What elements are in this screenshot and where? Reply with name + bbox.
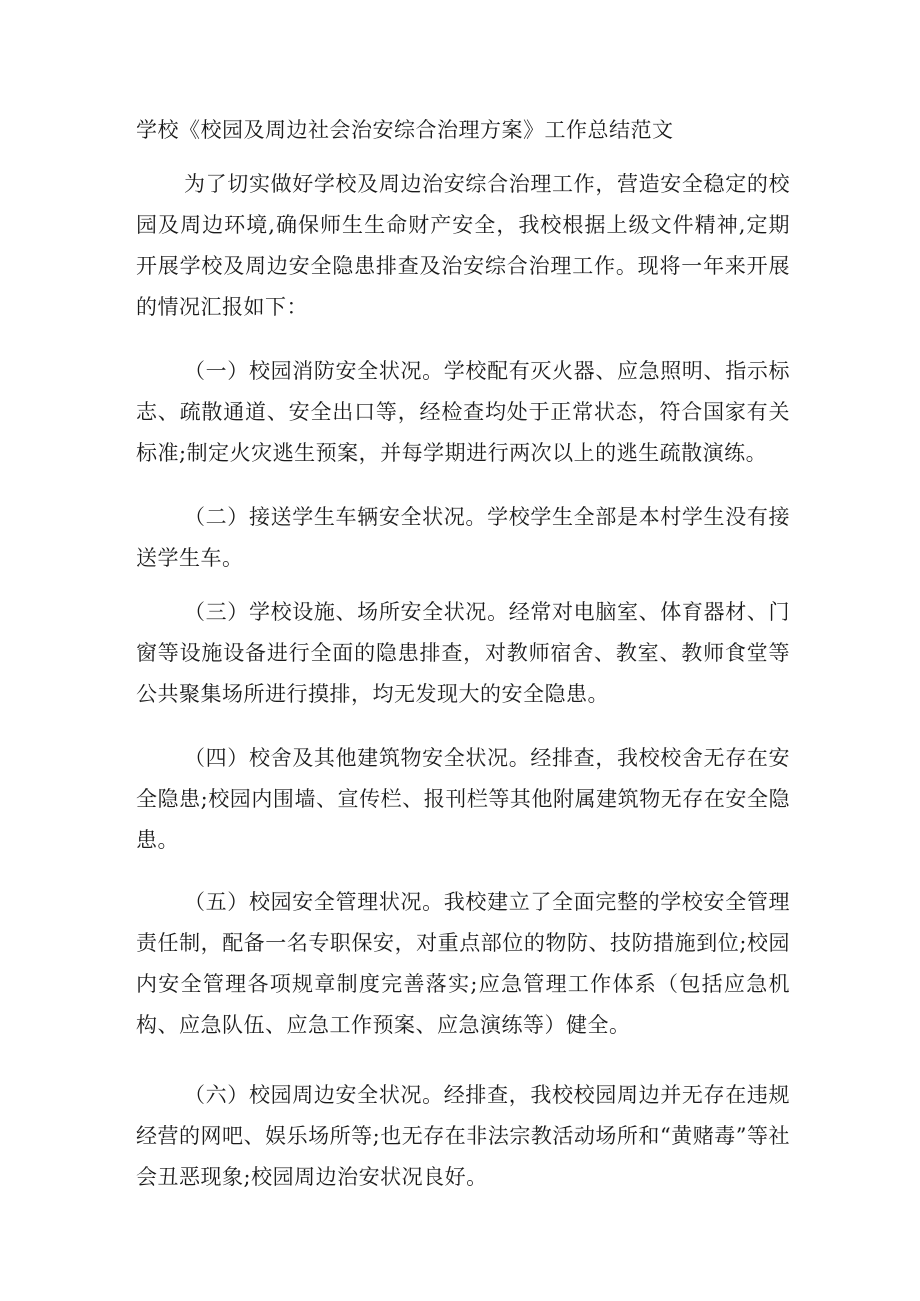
paragraph-buildings: （四）校舍及其他建筑物安全状况。经排查，我校校舍无存在安全隐患;校园内围墙、宣传栏、报刊栏等其他附属建筑物无存在安全隐患。 xyxy=(136,746,790,852)
paragraph-school-bus: （二）接送学生车辆安全状况。学校学生全部是本村学生没有接送学生车。 xyxy=(136,505,790,570)
paragraph-intro: 为了切实做好学校及周边治安综合治理工作，营造安全稳定的校园及周边环境,确保师生生命财产安全，我校根据上级文件精神,定期开展学校及周边安全隐患排查及治安综合治理工作。现将一年来开展的情况汇报如下： xyxy=(136,172,790,319)
paragraph-facilities: （三）学校设施、场所安全状况。经常对电脑室、体育器材、门窗等设施设备进行全面的隐患排查，对教师宿舍、教室、教师食堂等公共聚集场所进行摸排，均无发现大的安全隐患。 xyxy=(136,600,790,706)
paragraph-surroundings: （六）校园周边安全状况。经排查，我校校园周边并无存在违规经营的网吧、娱乐场所等;也无存在非法宗教活动场所和“黄赌毒”等社会丑恶现象;校园周边治安状况良好。 xyxy=(136,1083,790,1189)
document-title: 学校《校园及周边社会治安综合治理方案》工作总结范文 xyxy=(136,118,674,142)
paragraph-management: （五）校园安全管理状况。我校建立了全面完整的学校安全管理责任制，配备一名专职保安，对重点部位的物防、技防措施到位;校园内安全管理各项规章制度完善落实;应急管理工作体系（包括应急机构、应急队伍、应急工作预案、应急演练等）健全。 xyxy=(136,890,790,1037)
paragraph-fire-safety: （一）校园消防安全状况。学校配有灭火器、应急照明、指示标志、疏散通道、安全出口等，经检查均处于正常状态，符合国家有关标准;制定火灾逃生预案，并每学期进行两次以上的逃生疏散演练。 xyxy=(136,359,790,465)
